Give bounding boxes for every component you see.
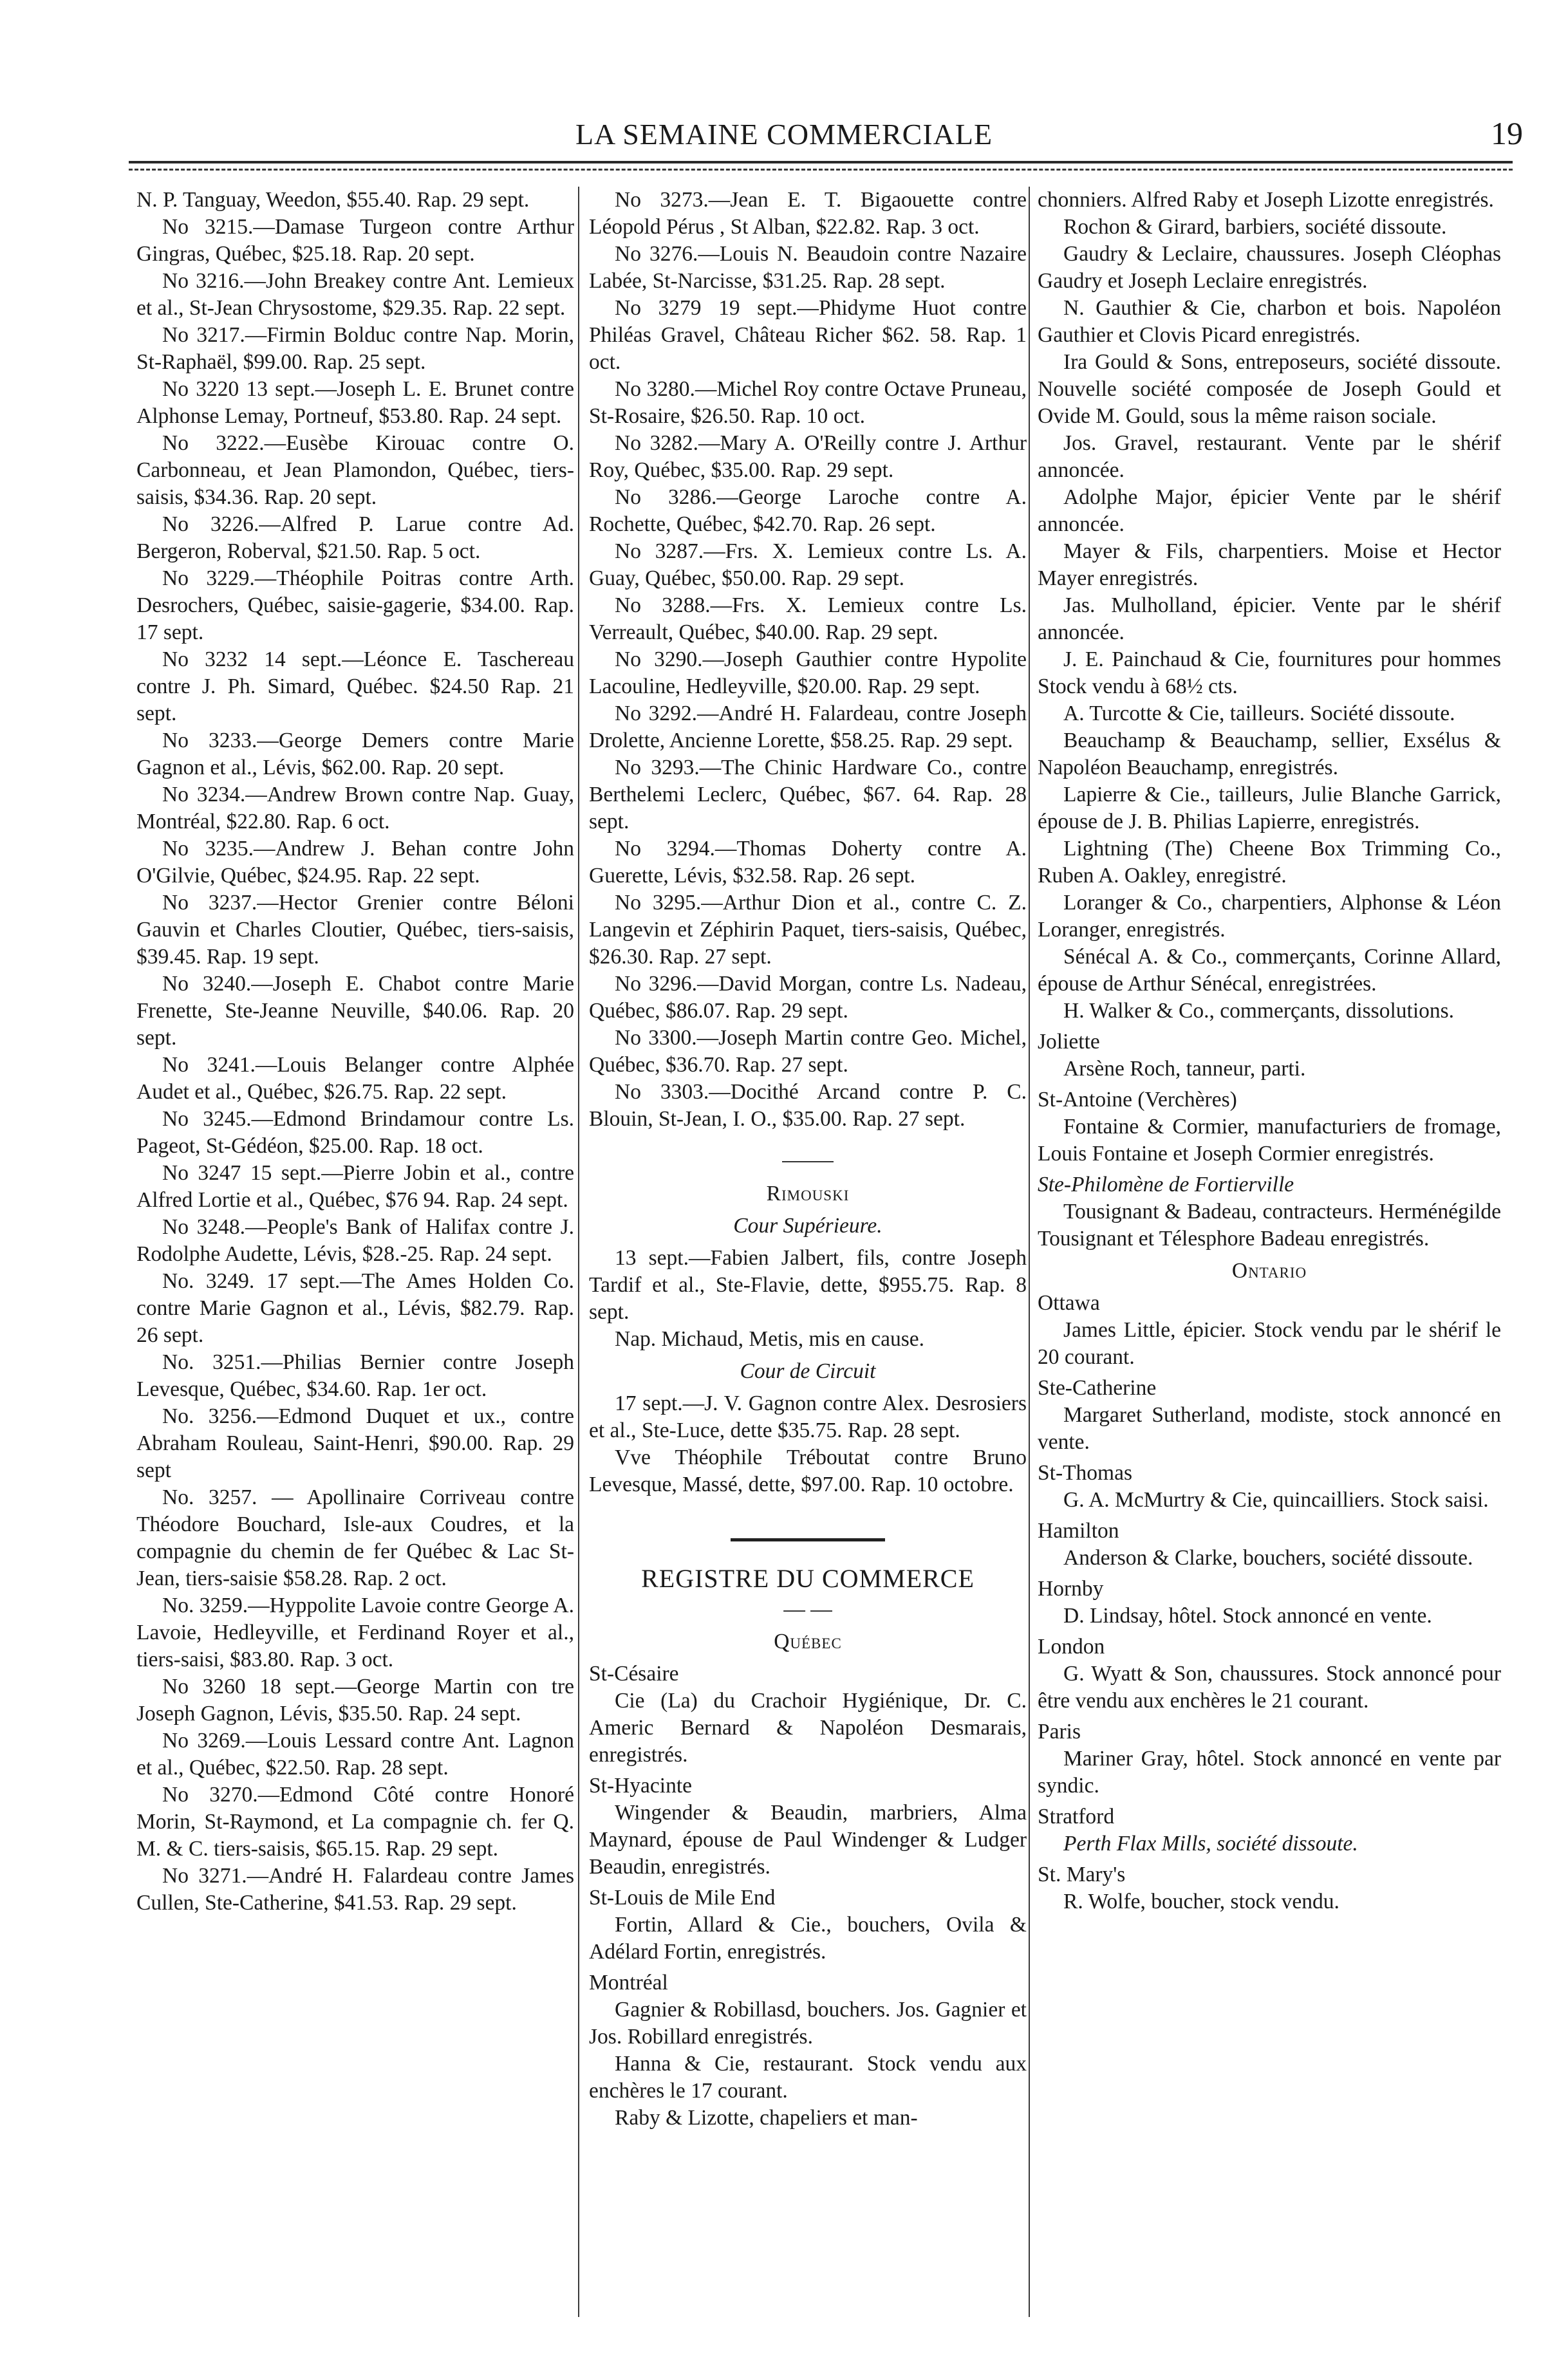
court-heading: Cour de Circuit <box>740 1359 876 1383</box>
entry: No 3237.—Hector Grenier contre Béloni Gauvin et Charles Cloutier, Québec, tiers-saisis, $39.45. Rap. 19 sept. <box>136 891 574 969</box>
entry: No 3294.—Thomas Doherty contre A. Guerette, Lévis, $32.58. Rap. 26 sept. <box>589 837 1027 888</box>
entry: No 3245.—Edmond Brindamour contre Ls. Pageot, St-Gédéon, $25.00. Rap. 18 oct. <box>136 1107 574 1158</box>
entry: Jos. Gravel, restaurant. Vente par le shérif annoncée. <box>1038 431 1501 482</box>
entry-continued: chonniers. Alfred Raby et Joseph Lizotte enregistrés. <box>1038 188 1494 212</box>
column-divider <box>1029 187 1030 2317</box>
entry: Margaret Sutherland, modiste, stock annoncé en vente. <box>1038 1403 1501 1454</box>
column-2 <box>589 187 1027 2132</box>
place-name: Ste-Philomène de Fortierville <box>1038 1173 1294 1196</box>
entry: No. 3256.—Edmond Duquet et ux., contre Abraham Rouleau, Saint-Henri, $90.00. Rap. 29 sept <box>136 1404 574 1482</box>
entry: No 3248.—People's Bank of Halifax contre J. Rodolphe Audette, Lévis, $28.-25. Rap. 24 sept. <box>136 1215 574 1266</box>
entry: No 3229.—Théophile Poitras contre Arth. Desrochers, Québec, saisie-gagerie, $34.00. Rap. 17 sept. <box>136 566 574 644</box>
entry: No. 3259.—Hyppolite Lavoie contre George A. Lavoie, Hedleyville, et Ferdinand Royer et al., tiers-saisi, $83.80. Rap. 3 oct. <box>136 1594 574 1671</box>
province-heading-ontario: Ontario <box>1231 1259 1307 1283</box>
entry: Gaudry & Leclaire, chaussures. Joseph Cléophas Gaudry et Joseph Leclaire enregistrés. <box>1038 242 1501 293</box>
entry: No 3286.—George Laroche contre A. Rochette, Québec, $42.70. Rap. 26 sept. <box>589 485 1027 536</box>
entry: Fortin, Allard & Cie., bouchers, Ovila & Adélard Fortin, enregistrés. <box>589 1913 1027 1964</box>
section-heading-rimouski: Rimouski <box>766 1182 850 1205</box>
place-name: St-Antoine (Verchères) <box>1038 1088 1237 1112</box>
running-title: LA SEMAINE COMMERCIALE <box>575 118 993 151</box>
place-name: St-Césaire <box>589 1662 679 1686</box>
entry: Wingender & Beaudin, marbriers, Alma Maynard, épouse de Paul Windenger & Ludger Beaudin, enregistrés. <box>589 1801 1027 1879</box>
header-rule-dashed <box>129 169 1513 171</box>
entry: No 3276.—Louis N. Beaudoin contre Nazaire Labée, St-Narcisse, $31.25. Rap. 28 sept. <box>589 242 1027 293</box>
entry: N. P. Tanguay, Weedon, $55.40. Rap. 29 sept. <box>136 188 530 212</box>
entry: Sénécal A. & Co., commerçants, Corinne Allard, épouse de Arthur Sénécal, enregistrées. <box>1038 945 1501 996</box>
entry: No 3217.—Firmin Bolduc contre Nap. Morin, St-Raphaël, $99.00. Rap. 25 sept. <box>136 323 574 374</box>
place-name: Hornby <box>1038 1577 1104 1601</box>
section-separator <box>589 1147 1027 1174</box>
place-name: Hamilton <box>1038 1519 1119 1543</box>
entry: Hanna & Cie, restaurant. Stock vendu aux enchères le 17 courant. <box>589 2052 1027 2103</box>
place-name: Stratford <box>1038 1805 1115 1829</box>
entry: G. A. McMurtry & Cie, quincailliers. Stock saisi. <box>1063 1488 1489 1512</box>
entry: Vve Théophile Tréboutat contre Bruno Levesque, Massé, dette, $97.00. Rap. 10 octobre. <box>589 1446 1027 1496</box>
place-name: St-Hyacinte <box>589 1774 693 1798</box>
entry: No 3233.—George Demers contre Marie Gagnon et al., Lévis, $62.00. Rap. 20 sept. <box>136 729 574 779</box>
entry: R. Wolfe, boucher, stock vendu. <box>1063 1890 1339 1913</box>
entry: No 3295.—Arthur Dion et al., contre C. Z. Langevin et Zéphirin Paquet, tiers-saisis, Québec, $26.30. Rap. 27 sept. <box>589 891 1027 969</box>
entry: Adolphe Major, épicier Vente par le shérif annoncée. <box>1038 485 1501 536</box>
entry: 17 sept.—J. V. Gagnon contre Alex. Desrosiers et al., Ste-Luce, dette $35.75. Rap. 28 sept. <box>589 1391 1027 1442</box>
entry: J. E. Painchaud & Cie, fournitures pour hommes Stock vendu à 68½ cts. <box>1038 647 1501 698</box>
place-name: Paris <box>1038 1720 1081 1744</box>
entry: No 3235.—Andrew J. Behan contre John O'Gilvie, Québec, $24.95. Rap. 22 sept. <box>136 837 574 888</box>
entry: Anderson & Clarke, bouchers, société dissoute. <box>1063 1546 1473 1570</box>
entry: Cie (La) du Crachoir Hygiénique, Dr. C. Americ Bernard & Napoléon Desmarais, enregistrés. <box>589 1689 1027 1767</box>
page-header <box>0 115 1568 160</box>
entry: Perth Flax Mills, société dissoute. <box>1063 1832 1358 1856</box>
entry: No 3271.—André H. Falardeau contre James Cullen, Ste-Catherine, $41.53. Rap. 29 sept. <box>136 1864 574 1915</box>
column-3 <box>1038 187 1501 1915</box>
entry: H. Walker & Co., commerçants, dissolutions. <box>1063 999 1455 1023</box>
place-name: Ottawa <box>1038 1291 1100 1315</box>
entry: G. Wyatt & Son, chaussures. Stock annoncé pour être vendu aux enchères le 21 courant. <box>1038 1662 1501 1713</box>
entry: Rochon & Girard, barbiers, société dissoute. <box>1063 215 1447 239</box>
entry: Mariner Gray, hôtel. Stock annoncé en vente par syndic. <box>1038 1747 1501 1798</box>
entry: Arsène Roch, tanneur, parti. <box>1063 1057 1306 1081</box>
entry: Gagnier & Robillasd, bouchers. Jos. Gagnier et Jos. Robillard enregistrés. <box>589 1998 1027 2049</box>
column-1 <box>136 187 574 1917</box>
entry: No 3240.—Joseph E. Chabot contre Marie Frenette, Ste-Jeanne Neuville, $40.06. Rap. 20 sept. <box>136 972 574 1050</box>
page-number: 19 <box>1491 115 1523 151</box>
entry: No 3269.—Louis Lessard contre Ant. Lagnon et al., Québec, $22.50. Rap. 28 sept. <box>136 1729 574 1780</box>
entry: Raby & Lizotte, chapeliers et man- <box>615 2106 918 2130</box>
province-heading: Québec <box>774 1630 842 1653</box>
entry: A. Turcotte & Cie, tailleurs. Société dissoute. <box>1063 702 1455 725</box>
entry: 13 sept.—Fabien Jalbert, fils, contre Joseph Tardif et al., Ste-Flavie, dette, $955.75. Rap. 8 sept. <box>589 1246 1027 1324</box>
entry: No 3303.—Docithé Arcand contre P. C. Blouin, St-Jean, I. O., $35.00. Rap. 27 sept. <box>589 1080 1027 1131</box>
entry: No 3270.—Edmond Côté contre Honoré Morin, St-Raymond, et La compagnie ch. fer Q. M. & C. tiers-saisis, $65.15. Rap. 29 sept. <box>136 1783 574 1861</box>
entry: No 3290.—Joseph Gauthier contre Hypolite Lacouline, Hedleyville, $20.00. Rap. 29 sept. <box>589 647 1027 698</box>
entry: No 3300.—Joseph Martin contre Geo. Michel, Québec, $36.70. Rap. 27 sept. <box>589 1026 1027 1077</box>
place-name: Joliette <box>1038 1030 1100 1054</box>
entry: N. Gauthier & Cie, charbon et bois. Napoléon Gauthier et Clovis Picard enregistrés. <box>1038 296 1501 347</box>
place-name: St. Mary's <box>1038 1863 1126 1886</box>
entry: No 3279 19 sept.—Phidyme Huot contre Philéas Gravel, Château Richer $62. 58. Rap. 1 oct. <box>589 296 1027 374</box>
place-name: Montréal <box>589 1971 668 1995</box>
entry: Loranger & Co., charpentiers, Alphonse & Léon Loranger, enregistrés. <box>1038 891 1501 942</box>
entry: No. 3249. 17 sept.—The Ames Holden Co. contre Marie Gagnon et al., Lévis, $82.79. Rap. 26 sept. <box>136 1269 574 1347</box>
entry: No 3280.—Michel Roy contre Octave Pruneau, St-Rosaire, $26.50. Rap. 10 oct. <box>589 377 1027 428</box>
entry: Mayer & Fils, charpentiers. Moise et Hector Mayer enregistrés. <box>1038 539 1501 590</box>
entry: James Little, épicier. Stock vendu par le shérif le 20 courant. <box>1038 1318 1501 1369</box>
entry: No 3220 13 sept.—Joseph L. E. Brunet contre Alphonse Lemay, Portneuf, $53.80. Rap. 24 sept. <box>136 377 574 428</box>
entry: D. Lindsay, hôtel. Stock annoncé en vente. <box>1063 1604 1432 1628</box>
entry: No 3247 15 sept.—Pierre Jobin et al., contre Alfred Lortie et al., Québec, $76 94. Rap. 24 sept. <box>136 1161 574 1212</box>
entry: No 3216.—John Breakey contre Ant. Lemieux et al., St-Jean Chrysostome, $29.35. Rap. 22 sept. <box>136 269 574 320</box>
entry: No 3287.—Frs. X. Lemieux contre Ls. A. Guay, Québec, $50.00. Rap. 29 sept. <box>589 539 1027 590</box>
entry: Nap. Michaud, Metis, mis en cause. <box>615 1327 924 1351</box>
entry: Beauchamp & Beauchamp, sellier, Exsélus & Napoléon Beauchamp, enregistrés. <box>1038 729 1501 779</box>
entry: No 3260 18 sept.—George Martin con tre Joseph Gagnon, Lévis, $35.50. Rap. 24 sept. <box>136 1675 574 1726</box>
entry: Tousignant & Badeau, contracteurs. Herménégilde Tousignant et Télesphore Badeau enregistrés. <box>1038 1200 1501 1251</box>
place-name: London <box>1038 1635 1105 1659</box>
header-rule <box>129 161 1513 163</box>
entry: No 3241.—Louis Belanger contre Alphée Audet et al., Québec, $26.75. Rap. 22 sept. <box>136 1053 574 1104</box>
place-name: St-Louis de Mile End <box>589 1886 776 1910</box>
entry: No 3234.—Andrew Brown contre Nap. Guay, Montréal, $22.80. Rap. 6 oct. <box>136 783 574 833</box>
entry: No 3282.—Mary A. O'Reilly contre J. Arthur Roy, Québec, $35.00. Rap. 29 sept. <box>589 431 1027 482</box>
entry: No 3293.—The Chinic Hardware Co., contre Berthelemi Leclerc, Québec, $67. 64. Rap. 28 sept. <box>589 756 1027 833</box>
place-name: Ste-Catherine <box>1038 1376 1157 1400</box>
registre-title: REGISTRE DU COMMERCE <box>641 1564 975 1593</box>
entry: Ira Gould & Sons, entreposeurs, société dissoute. Nouvelle société composée de Joseph Gould et Ovide M. Gould, sous la même raison sociale. <box>1038 350 1501 428</box>
entry: No 3288.—Frs. X. Lemieux contre Ls. Verreault, Québec, $40.00. Rap. 29 sept. <box>589 593 1027 644</box>
entry: No. 3257. — Apollinaire Corriveau contre Théodore Bouchard, Isle-aux Coudres, et la compagnie du chemin de fer Québec & Lac St-Jean, tiers-saisie $58.28. Rap. 2 oct. <box>136 1485 574 1590</box>
entry: Fontaine & Cormier, manufacturiers de fromage, Louis Fontaine et Joseph Cormier enregistrés. <box>1038 1115 1501 1166</box>
entry: Jas. Mulholland, épicier. Vente par le shérif annoncée. <box>1038 593 1501 644</box>
entry: No 3222.—Eusèbe Kirouac contre O. Carbonneau, et Jean Plamondon, Québec, tiers-saisis, $34.36. Rap. 20 sept. <box>136 431 574 509</box>
section-rule <box>589 1522 1027 1549</box>
entry: No 3226.—Alfred P. Larue contre Ad. Bergeron, Roberval, $21.50. Rap. 5 oct. <box>136 512 574 563</box>
entry: Lapierre & Cie., tailleurs, Julie Blanche Garrick, épouse de J. B. Philias Lapierre, enregistrés. <box>1038 783 1501 833</box>
column-divider <box>578 187 579 2317</box>
place-name: St-Thomas <box>1038 1461 1133 1485</box>
entry: No 3273.—Jean E. T. Bigaouette contre Léopold Pérus , St Alban, $22.82. Rap. 3 oct. <box>589 188 1027 239</box>
entry: No 3215.—Damase Turgeon contre Arthur Gingras, Québec, $25.18. Rap. 20 sept. <box>136 215 574 266</box>
entry: No 3232 14 sept.—Léonce E. Taschereau contre J. Ph. Simard, Québec. $24.50 Rap. 21 sept. <box>136 647 574 725</box>
entry: Lightning (The) Cheene Box Trimming Co., Ruben A. Oakley, enregistré. <box>1038 837 1501 888</box>
court-heading: Cour Supérieure. <box>733 1214 882 1238</box>
entry: No 3292.—André H. Falardeau, contre Joseph Drolette, Ancienne Lorette, $58.25. Rap. 29 sept. <box>589 702 1027 752</box>
entry: No. 3251.—Philias Bernier contre Joseph Levesque, Québec, $34.60. Rap. 1er oct. <box>136 1350 574 1401</box>
dash-separator: — — <box>783 1597 832 1621</box>
entry: No 3296.—David Morgan, contre Ls. Nadeau, Québec, $86.07. Rap. 29 sept. <box>589 972 1027 1023</box>
